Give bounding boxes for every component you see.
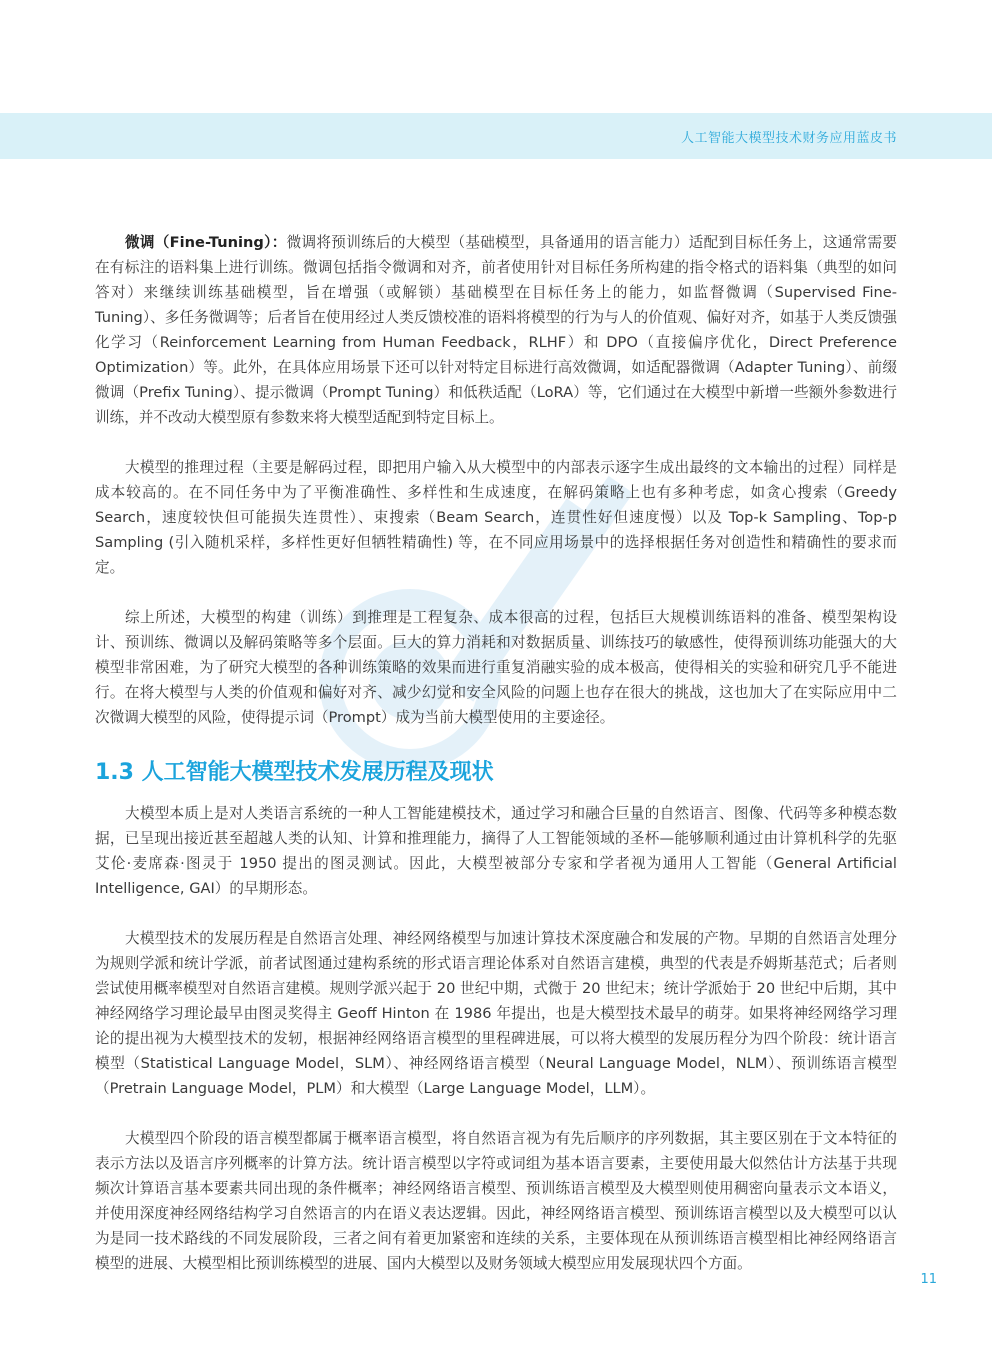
main-content <box>95 230 897 1301</box>
paragraph-summary: 综上所述，大模型的构建（训练）到推理是工程复杂、成本很高的过程，包括巨大规模训练语料的准备、模型架构设计、预训练、微调以及解码策略等多个层面。巨大的算力消耗和对数据质量、训练技巧的敏感性，使得预训练功能强大的大模型非常困难，为了研究大模型的各种训练策略的效果而进行重复消融实验的成本极高，使得相关的实验和研究几乎不能进行。在将大模型与人类的价值观和偏好对齐、减少幻觉和安全风险的问题上也存在很大的挑战，这也加大了在实际应用中二次微调大模型的风险，使得提示词（Prompt）成为当前大模型使用的主要途径。 <box>95 609 897 726</box>
paragraph-inference: 大模型的推理过程（主要是解码过程，即把用户输入从大模型中的内部表示逐字生成出最终的文本输出的过程）同样是成本较高的。在不同任务中为了平衡准确性、多样性和生成速度，在解码策略上也有多种考虑，如贪心搜索（Greedy Search，速度较快但可能损失连贯性）、束搜索（Beam Search，连贯性好但速度慢）以及 Top-k Sampling、Top-p Sampling (引入随机采样，多样性更好但牺牲精确性) 等，在不同应用场景中的选择根据任务对创造性和精确性的要求而定。 <box>95 459 897 576</box>
paragraph-fine-tuning <box>95 230 897 430</box>
paragraph-essence: 大模型本质上是对人类语言系统的一种人工智能建模技术，通过学习和融合巨量的自然语言、图像、代码等多种模态数据，已呈现出接近甚至超越人类的认知、计算和推理能力，摘得了人工智能领域的圣杯—能够顺利通过由计算机科学的先驱艾伦·麦席森·图灵于 1950 提出的图灵测试。因此，大模型被部分专家和学者视为通用人工智能（General Artificial Intelligence, GAI）的早期形态。 <box>95 805 897 897</box>
page-number: 11 <box>920 1272 937 1287</box>
header-title: 人工智能大模型技术财务应用蓝皮书 <box>680 131 897 146</box>
paragraph-body: 微调将预训练后的大模型（基础模型，具备通用的语言能力）适配到目标任务上，这通常需要在有标注的语料集上进行训练。微调包括指令微调和对齐，前者使用针对目标任务所构建的指令格式的语料集（典型的如问答对）来继续训练基础模型，旨在增强（或解锁）基础模型在目标任务上的能力，如监督微调（Supervised Fine-Tuning）、多任务微调等；后者旨在使用经过人类反馈校准的语料将模型的行为与人的价值观、偏好对齐，如基于人类反馈强化学习（Reinforcement Learning from Human Feedback，RLHF）和 DPO（直接偏序优化，Direct Preference Optimization）等。此外，在具体应用场景下还可以针对特定目标进行高效微调，如适配器微调（Adapter Tuning）、前缀微调（Prefix Tuning）、提示微调（Prompt Tuning）和低秩适配（LoRA）等，它们通过在大模型中新增一些额外参数进行训练，并不改动大模型原有参数来将大模型适配到特定目标上。 <box>95 234 897 426</box>
paragraph-history: 大模型技术的发展历程是自然语言处理、神经网络模型与加速计算技术深度融合和发展的产物。早期的自然语言处理分为规则学派和统计学派，前者试图通过建构系统的形式语言理论体系对自然语言建模，典型的代表是乔姆斯基范式；后者则尝试使用概率模型对自然语言建模。规则学派兴起于 20 世纪中期，式微于 20 世纪末；统计学派始于 20 世纪中后期，其中神经网络学习理论最早由图灵奖得主 Geoff Hinton 在 1986 年提出，也是大模型技术最早的萌芽。如果将神经网络学习理论的提出视为大模型技术的发轫，根据神经网络语言模型的里程碑进展，可以将大模型的发展历程分为四个阶段：统计语言模型（Statistical Language Model，SLM）、神经网络语言模型（Neural Language Model，NLM）、预训练语言模型（Pretrain Language Model，PLM）和大模型（Large Language Model，LLM）。 <box>95 930 897 1097</box>
paragraph-stages: 大模型四个阶段的语言模型都属于概率语言模型，将自然语言视为有先后顺序的序列数据，其主要区别在于文本特征的表示方法以及语言序列概率的计算方法。统计语言模型以字符或词组为基本语言要素，主要使用最大似然估计方法基于共现频次计算语言基本要素共同出现的条件概率；神经网络语言模型、预训练语言模型及大模型则使用稠密向量表示文本语义，并使用深度神经网络结构学习自然语言的内在语义表达逻辑。因此，神经网络语言模型、预训练语言模型以及大模型可以认为是同一技术路线的不同发展阶段，三者之间有着更加紧密和连续的关系，主要体现在从预训练语言模型相比神经网络语言模型的进展、大模型相比预训练模型的进展、国内大模型以及财务领域大模型应用发展现状四个方面。 <box>95 1130 897 1272</box>
header-band <box>0 113 992 159</box>
section-title: 1.3 人工智能大模型技术发展历程及现状 <box>95 760 494 785</box>
paragraph-lead-term: 微调（Fine-Tuning）： <box>125 234 287 251</box>
